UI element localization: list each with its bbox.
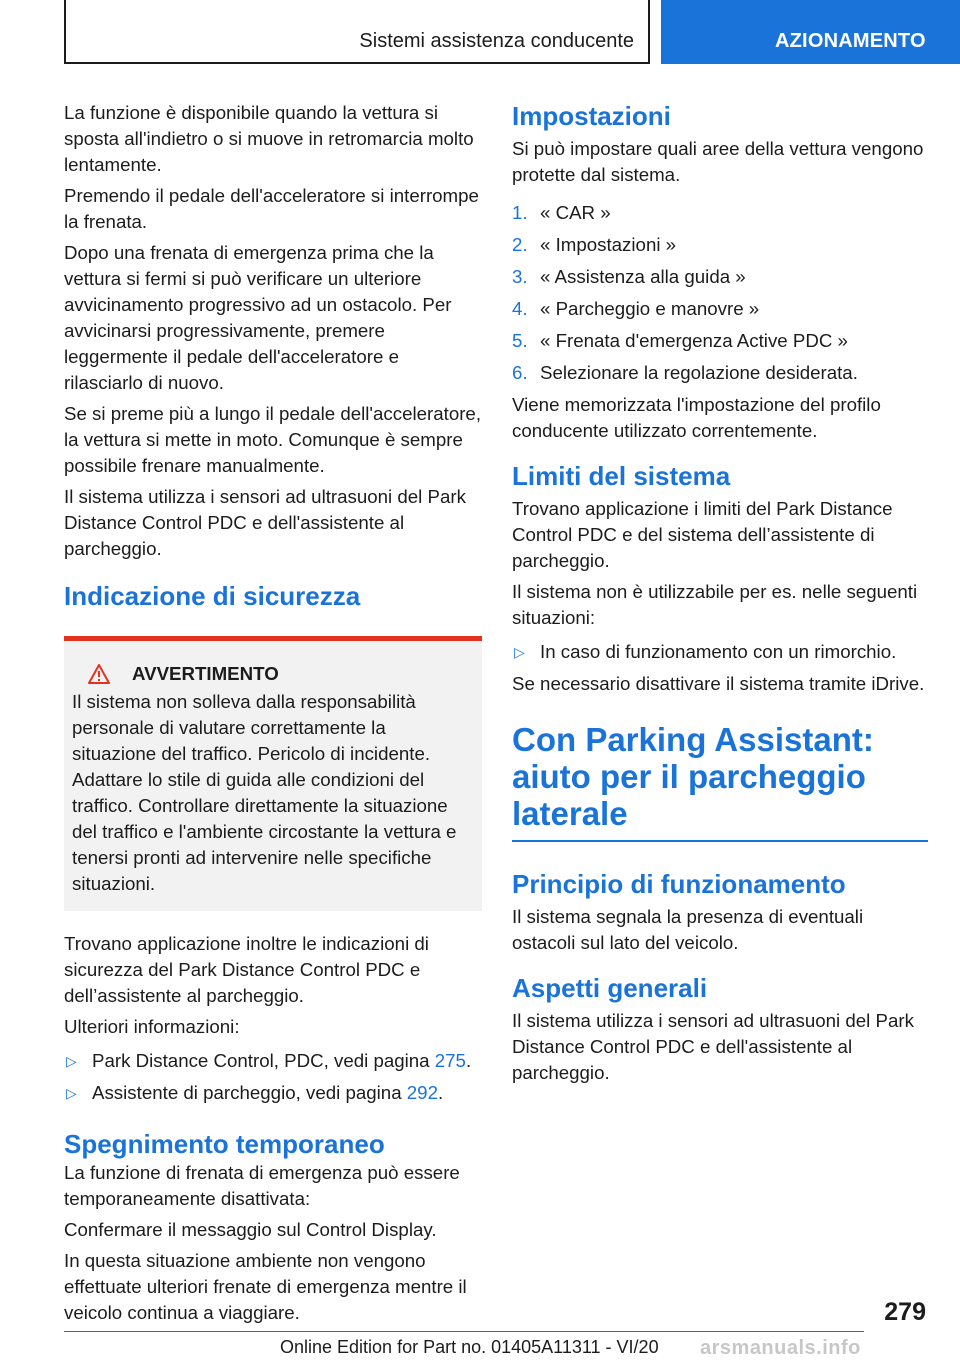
section-heading-temporary-off: Spegnimento temporaneo bbox=[64, 1129, 385, 1159]
list-item: ▷ Park Distance Control, PDC, vedi pagina 275. bbox=[64, 1048, 482, 1074]
footer-watermark: arsmanuals.info bbox=[700, 1337, 861, 1359]
paragraph: Il sistema non è utilizzabile per es. nelle seguenti situazioni: bbox=[512, 581, 918, 628]
footer-divider bbox=[64, 1331, 864, 1332]
list-item: 5. « Frenata d'emergenza Active PDC » bbox=[512, 330, 848, 351]
triangle-bullet-icon: ▷ bbox=[514, 644, 525, 660]
warning-triangle-icon bbox=[88, 664, 110, 684]
page-link-292[interactable]: 292 bbox=[406, 1082, 438, 1103]
footer-edition: Online Edition for Part no. 01405A11311 - VI/20 bbox=[280, 1337, 659, 1357]
warning-body: Il sistema non solleva dalla responsabilità personale di valutare correttamente la situazione del traffico. Pericolo di incidente. Adattare lo stile di guida alle condizioni del traffico. Controllare direttamente la situazione del traffico e l'ambiente circostante la vettura e tenersi pronti ad intervenire nelle specifiche situazioni. bbox=[72, 691, 457, 894]
header-chapter-title: AZIONAMENTO bbox=[775, 30, 926, 52]
triangle-bullet-icon: ▷ bbox=[66, 1085, 77, 1101]
paragraph: Confermare il messaggio sul Control Display. bbox=[64, 1219, 437, 1240]
left-column bbox=[64, 100, 482, 1331]
triangle-bullet-icon: ▷ bbox=[66, 1053, 77, 1069]
warning-box bbox=[64, 636, 482, 911]
paragraph: Dopo una frenata di emergenza prima che la vettura si fermi si può verificare un ulteriore avvicinamento progressivo ad un ostacolo. Per avvicinarsi progressivamente, premere leggermente il pedale dell'acceleratore e rilasciarlo di nuovo. bbox=[64, 242, 452, 393]
section-heading-settings: Impostazioni bbox=[512, 101, 671, 131]
paragraph: Ulteriori informazioni: bbox=[64, 1016, 240, 1037]
paragraph: La funzione è disponibile quando la vettura si sposta all'indietro o si muove in retromarcia molto lentamente. bbox=[64, 102, 474, 175]
section-heading-limits: Limiti del sistema bbox=[512, 461, 731, 491]
header-section-title: Sistemi assistenza conducente bbox=[359, 30, 634, 52]
paragraph: Se necessario disattivare il sistema tramite iDrive. bbox=[512, 673, 925, 694]
paragraph: In questa situazione ambiente non vengono effettuate ulteriori frenate di emergenza mentre il veicolo continua a viaggiare. bbox=[64, 1250, 467, 1323]
paragraph: Viene memorizzata l'impostazione del profilo conducente utilizzato correntemente. bbox=[512, 394, 881, 441]
paragraph: Premendo il pedale dell'acceleratore si interrompe la frenata. bbox=[64, 185, 479, 232]
right-column bbox=[512, 100, 928, 1091]
heading-divider bbox=[512, 840, 928, 842]
paragraph: Si può impostare quali aree della vettura vengono protette dal sistema. bbox=[512, 138, 924, 185]
paragraph: La funzione di frenata di emergenza può essere temporaneamente disattivata: bbox=[64, 1162, 460, 1209]
warning-title: AVVERTIMENTO bbox=[132, 663, 279, 684]
list-item: 3. « Assistenza alla guida » bbox=[512, 266, 746, 287]
page-number: 279 bbox=[884, 1298, 926, 1326]
chapter-heading-parking-assistant: Con Parking Assistant: aiuto per il parcheggio laterale bbox=[512, 721, 874, 832]
list-item: 2. « Impostazioni » bbox=[512, 234, 677, 255]
page-link-275[interactable]: 275 bbox=[434, 1050, 466, 1071]
header-chapter-tab bbox=[661, 0, 960, 64]
paragraph: Il sistema utilizza i sensori ad ultrasuoni del Park Distance Control PDC e dell'assistente al parcheggio. bbox=[64, 486, 466, 559]
warning-header bbox=[72, 661, 474, 687]
list-item: 4. « Parcheggio e manovre » bbox=[512, 298, 760, 319]
list-item: 6. Selezionare la regolazione desiderata. bbox=[512, 362, 858, 383]
section-heading-safety: Indicazione di sicurezza bbox=[64, 581, 361, 611]
header-section-box bbox=[64, 0, 650, 64]
paragraph: Trovano applicazione inoltre le indicazioni di sicurezza del Park Distance Control PDC e dell’assistente al parcheggio. bbox=[64, 933, 429, 1006]
list-item: ▷ In caso di funzionamento con un rimorchio. bbox=[512, 639, 928, 665]
paragraph: Se si preme più a lungo il pedale dell'acceleratore, la vettura si mette in moto. Comunque è sempre possibile frenare manualmente. bbox=[64, 403, 482, 476]
section-heading-principle: Principio di funzionamento bbox=[512, 869, 846, 899]
list-item: 1. « CAR » bbox=[512, 202, 611, 223]
paragraph: Trovano applicazione i limiti del Park Distance Control PDC e del sistema dell’assistente di parcheggio. bbox=[512, 498, 893, 571]
paragraph: Il sistema segnala la presenza di eventuali ostacoli sul lato del veicolo. bbox=[512, 906, 864, 953]
list-item: ▷ Assistente di parcheggio, vedi pagina 292. bbox=[64, 1080, 482, 1106]
section-heading-general: Aspetti generali bbox=[512, 973, 708, 1003]
paragraph: Il sistema utilizza i sensori ad ultrasuoni del Park Distance Control PDC e dell'assistente al parcheggio. bbox=[512, 1010, 914, 1083]
